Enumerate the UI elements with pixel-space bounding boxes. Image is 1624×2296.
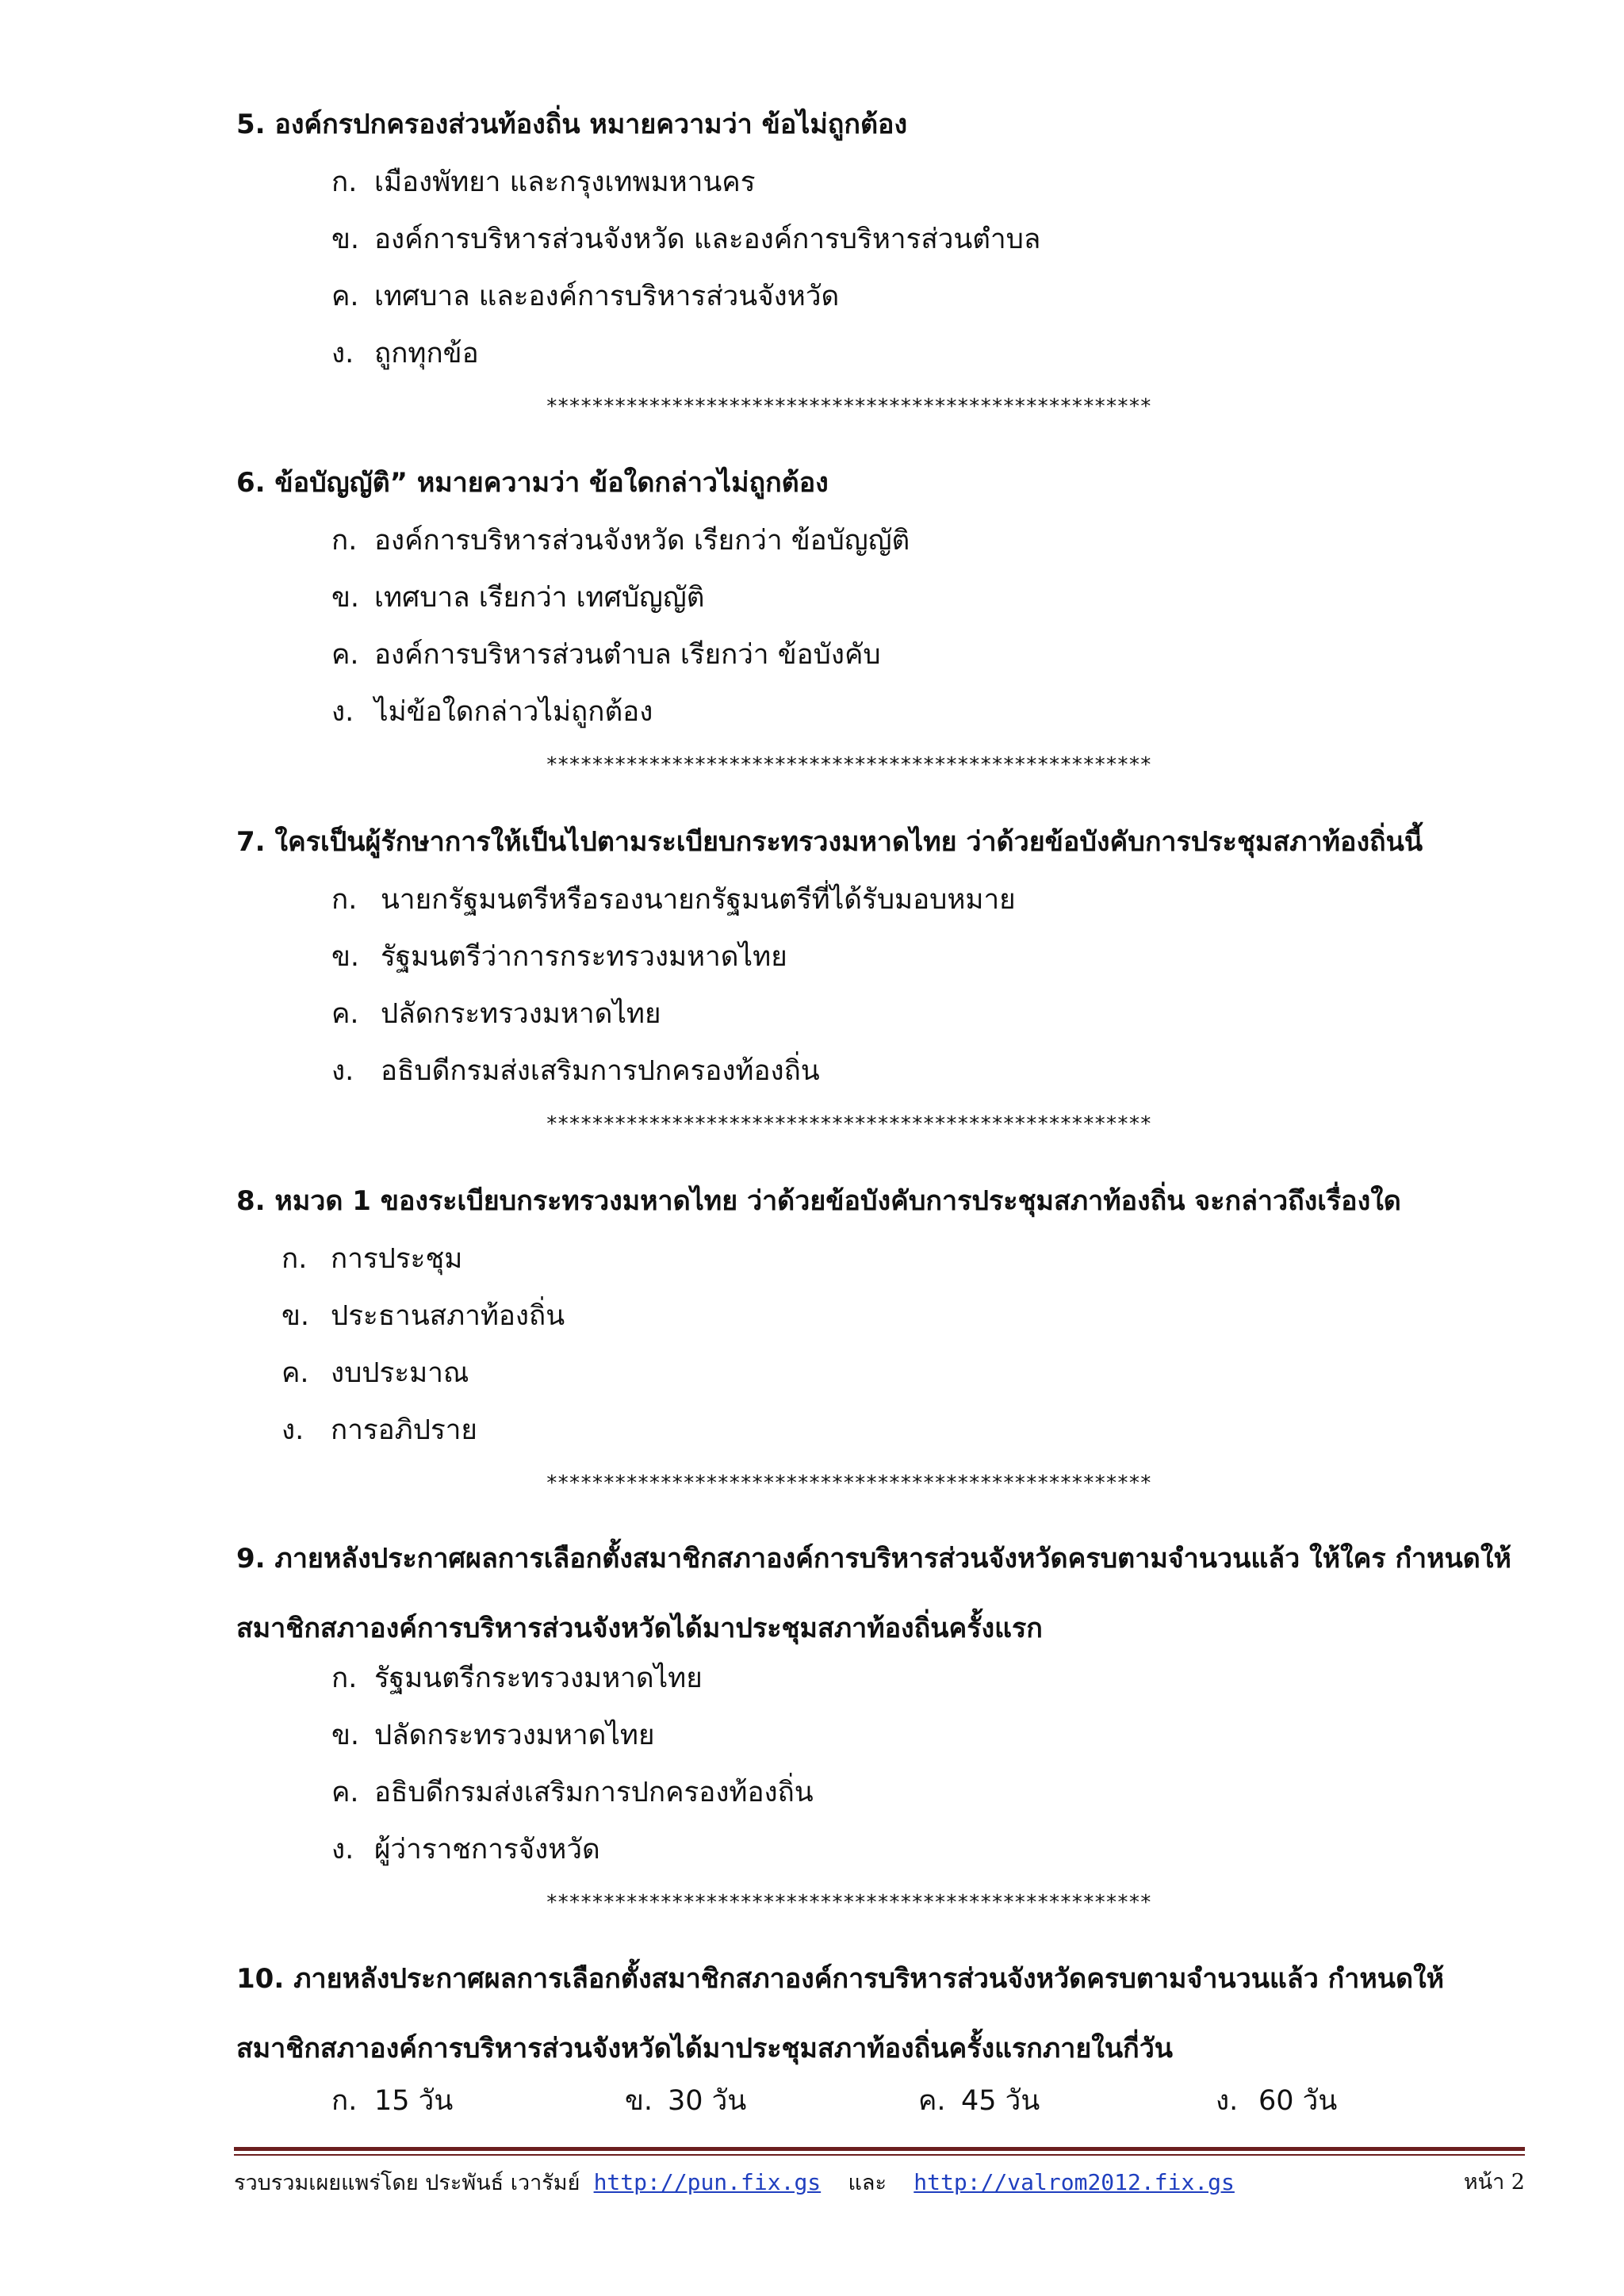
option-text: รัฐมนตรีว่าการกระทรวงมหาดไทย [381, 941, 787, 973]
question-8-option-d [282, 1410, 477, 1450]
option-text: การอภิปราย [331, 1414, 477, 1446]
option-text: ถูกทุกข้อ [374, 338, 479, 369]
question-6-option-a [331, 521, 910, 561]
separator-line: ***************************************************** [546, 753, 1151, 777]
question-8-option-a [282, 1239, 462, 1279]
option-text: เทศบาล และองค์การบริหารส่วนจังหวัด [374, 281, 840, 312]
option-letter: ค. [331, 281, 359, 312]
question-10-option-b [625, 2081, 746, 2121]
question-9-option-b [331, 1716, 655, 1755]
option-text: ปลัดกระทรวงมหาดไทย [374, 1720, 655, 1751]
option-letter: ก. [331, 884, 358, 916]
option-letter: ก. [331, 2085, 358, 2117]
option-text: ผู้ว่าราชการจังหวัด [374, 1834, 600, 1866]
separator-line: ***************************************************** [546, 1471, 1151, 1495]
question-6-option-d [331, 692, 653, 732]
option-letter: ก. [331, 1663, 358, 1694]
option-text: อธิบดีกรมส่งเสริมการปกครองท้องถิ่น [381, 1055, 820, 1087]
question-6-option-b [331, 578, 704, 618]
question-7-option-c [331, 994, 661, 1034]
option-text: รัฐมนตรีกระทรวงมหาดไทย [374, 1663, 703, 1694]
option-text: 45 วัน [961, 2085, 1040, 2117]
question-10-option-c [918, 2081, 1040, 2121]
option-letter: ข. [331, 941, 360, 973]
option-letter: ง. [282, 1414, 304, 1446]
option-letter: ข. [331, 582, 360, 614]
footer-and: และ [848, 2171, 887, 2195]
question-10-heading: 10. ภายหลังประกาศผลการเลือกตั้งสมาชิกสภาองค์การบริหารส่วนจังหวัดครบตามจำนวนแล้ว กำหนดให้ สมาชิกสภาองค์การบริหารส่วนจังหวัดได้มาประชุมสภาท้องถิ่นครั้งแรกภายในกี่วัน [236, 1963, 1445, 2064]
footer-link-pun[interactable]: http://pun.fix.gs [593, 2169, 822, 2195]
question-8-option-b [282, 1296, 565, 1336]
question-9-option-d [331, 1830, 600, 1869]
option-letter: ค. [331, 998, 359, 1030]
question-5-option-b [331, 220, 1040, 259]
question-7-heading: 7. ใครเป็นผู้รักษาการให้เป็นไปตามระเบียบกระทรวงมหาดไทย ว่าด้วยข้อบังคับการประชุมสภาท้องถิ่นนี้ [236, 826, 1423, 858]
option-text: ปลัดกระทรวงมหาดไทย [381, 998, 661, 1030]
separator-line: ***************************************************** [546, 1112, 1151, 1136]
separator-line: ***************************************************** [546, 395, 1151, 419]
option-text: ประธานสภาท้องถิ่น [331, 1300, 565, 1332]
option-text: เทศบาล เรียกว่า เทศบัญญัติ [374, 582, 705, 614]
question-8-option-c [282, 1353, 469, 1393]
option-letter: ข. [625, 2085, 653, 2117]
question-9-heading: 9. ภายหลังประกาศผลการเลือกตั้งสมาชิกสภาองค์การบริหารส่วนจังหวัดครบตามจำนวนแล้ว ให้ใคร กำหนดให้สมาชิกสภาองค์การบริหารส่วนจังหวัดได้มาประชุมสภาท้องถิ่นครั้งแรก [236, 1543, 1511, 1644]
option-letter: ค. [918, 2085, 946, 2117]
question-5-option-d [331, 334, 479, 373]
option-letter: ข. [282, 1300, 310, 1332]
option-text: 30 วัน [668, 2085, 747, 2117]
option-text: ไม่ข้อใดกล่าวไม่ถูกต้อง [374, 696, 653, 728]
option-text: เมืองพัทยา และกรุงเทพมหานคร [374, 166, 756, 198]
option-text: องค์การบริหารส่วนตำบล เรียกว่า ข้อบังคับ [374, 639, 881, 671]
option-letter: ก. [331, 525, 358, 557]
question-7-option-a [331, 880, 1016, 920]
page-number: หน้า 2 [1463, 2170, 1525, 2195]
footer-divider [234, 2147, 1525, 2151]
option-text: องค์การบริหารส่วนจังหวัด และองค์การบริหารส่วนตำบล [374, 224, 1041, 255]
question-6-option-c [331, 635, 881, 675]
question-7-option-b [331, 937, 787, 977]
separator-line: ***************************************************** [546, 1891, 1151, 1915]
option-letter: ง. [331, 696, 354, 728]
option-text: องค์การบริหารส่วนจังหวัด เรียกว่า ข้อบัญญัติ [374, 525, 910, 557]
option-letter: ง. [331, 338, 354, 369]
question-6-heading: 6. ข้อบัญญัติ” หมายความว่า ข้อใดกล่าวไม่ถูกต้อง [236, 467, 829, 499]
question-9-option-c [331, 1773, 814, 1812]
option-letter: ค. [331, 1777, 359, 1808]
option-letter: ง. [1216, 2085, 1239, 2117]
option-text: นายกรัฐมนตรีหรือรองนายกรัฐมนตรีที่ได้รับมอบหมาย [381, 884, 1016, 916]
option-text: งบประมาณ [331, 1357, 469, 1389]
question-10-option-a [331, 2081, 453, 2121]
page-footer [234, 2163, 1525, 2202]
question-10-options [331, 2081, 1442, 2122]
option-letter: ข. [331, 224, 360, 255]
option-text: อธิบดีกรมส่งเสริมการปกครองท้องถิ่น [374, 1777, 814, 1808]
question-5-option-a [331, 163, 756, 202]
footer-link-valrom[interactable]: http://valrom2012.fix.gs [914, 2169, 1235, 2195]
option-letter: ง. [331, 1055, 354, 1087]
question-9-option-a [331, 1659, 703, 1698]
question-8-heading: 8. หมวด 1 ของระเบียบกระทรวงมหาดไทย ว่าด้วยข้อบังคับการประชุมสภาท้องถิ่น จะกล่าวถึงเรื่องใด [236, 1185, 1401, 1217]
option-letter: ค. [282, 1357, 309, 1389]
option-text: 15 วัน [374, 2085, 454, 2117]
option-letter: ก. [282, 1243, 308, 1275]
footer-divider-thin [234, 2154, 1525, 2156]
question-5-heading: 5. องค์กรปกครองส่วนท้องถิ่น หมายความว่า ข้อไม่ถูกต้อง [236, 109, 908, 140]
option-letter: ก. [331, 166, 358, 198]
question-5-option-c [331, 277, 839, 316]
option-letter: ง. [331, 1834, 354, 1866]
option-text: การประชุม [331, 1243, 463, 1275]
question-7-option-d [331, 1051, 820, 1091]
option-letter: ข. [331, 1720, 360, 1751]
option-letter: ค. [331, 639, 359, 671]
footer-credit: รวบรวมเผยแพร่โดย ประพันธ์ เวารัมย์ [234, 2171, 580, 2195]
option-text: 60 วัน [1258, 2085, 1338, 2117]
question-10-option-d [1216, 2081, 1337, 2121]
